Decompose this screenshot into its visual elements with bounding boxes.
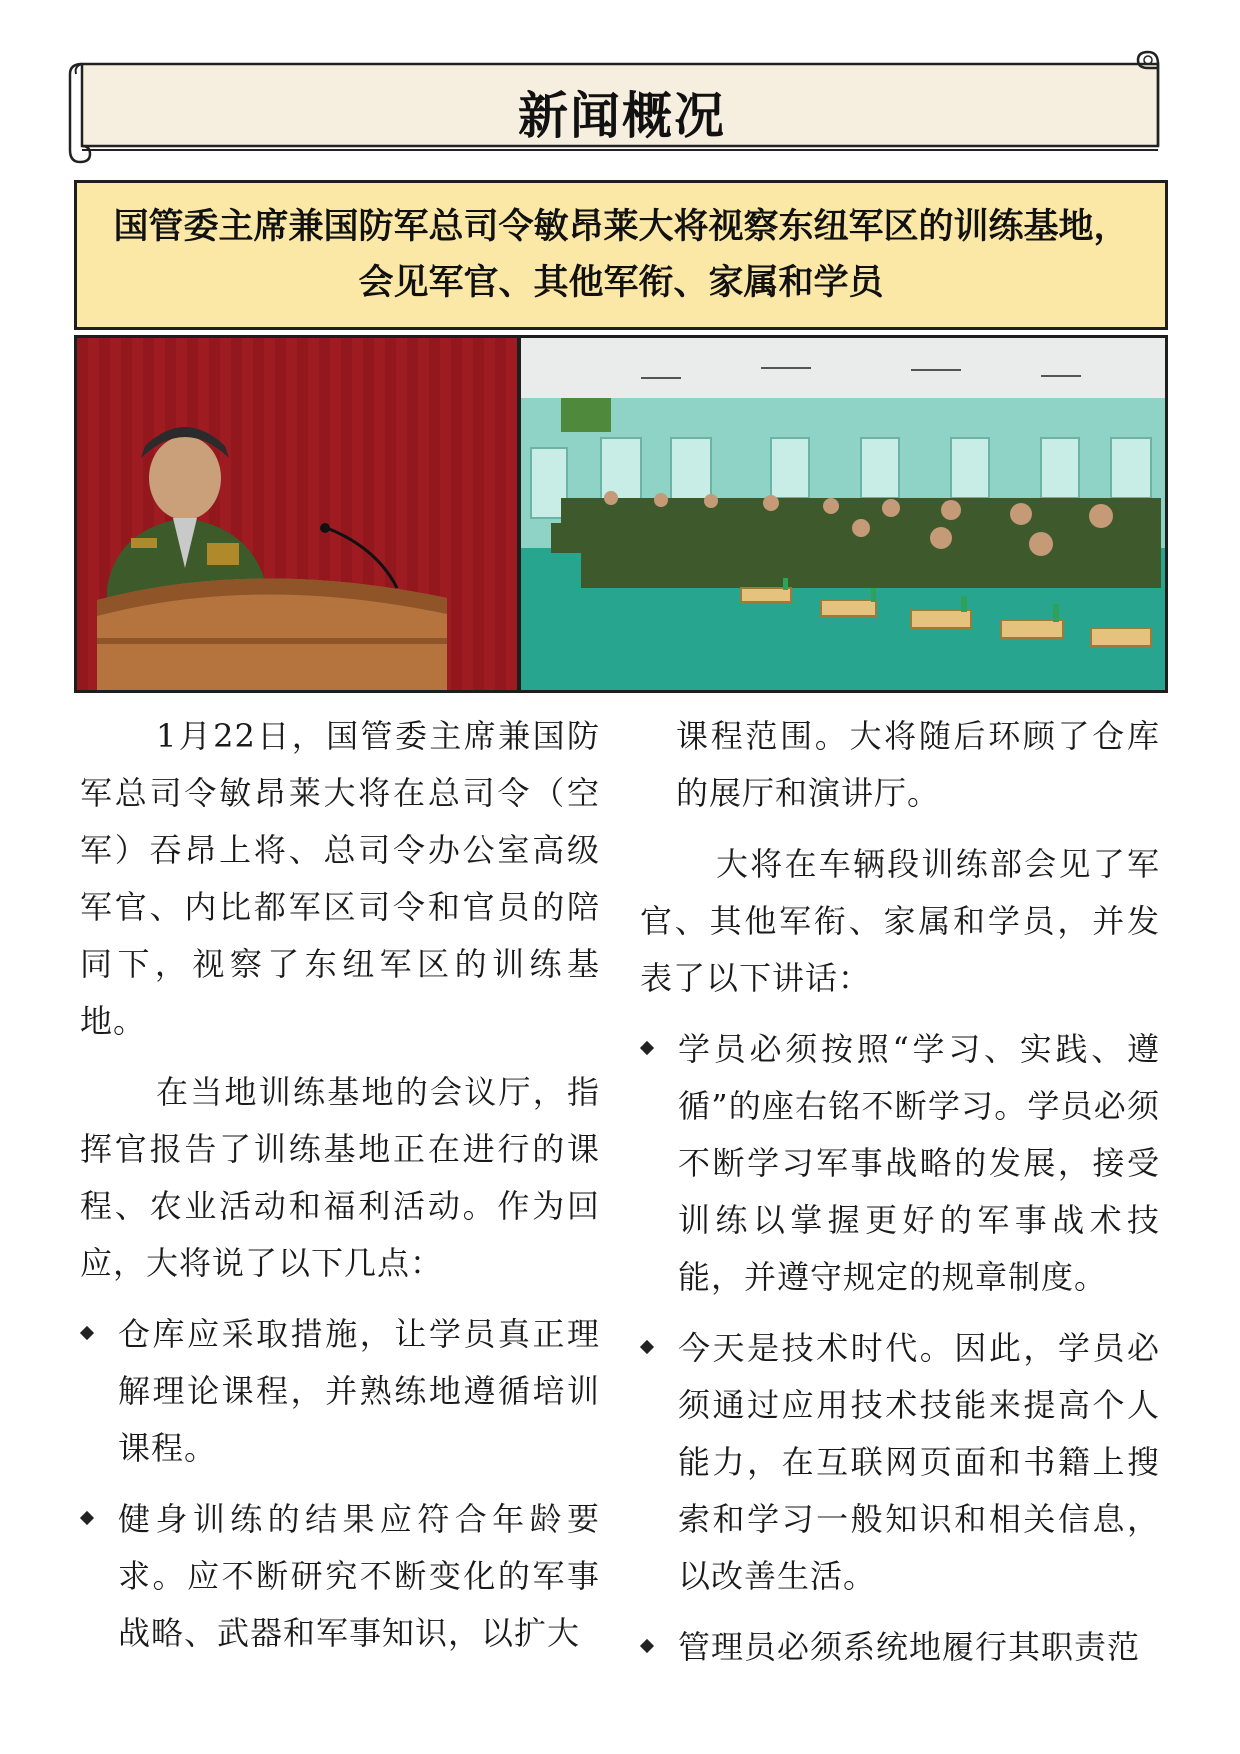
speaker-photo [77,338,517,690]
bullet-text: 仓库应采取措施，让学员真正理解理论课程，并熟练地遵循培训课程。 [118,1315,600,1467]
left-column [80,708,600,1676]
bullet-text: 今天是技术时代。因此，学员必须通过应用技术技能来提高个人能力，在互联网页面和书籍上搜索和学习一般知识和相关信息，以改善生活。 [678,1329,1160,1595]
paragraph: 在当地训练基地的会议厅，指挥官报告了训练基地正在进行的课程、农业活动和福利活动。作为回应，大将说了以下几点： [80,1073,600,1282]
bullet-item [80,1491,600,1662]
bullet-item [640,1021,1160,1306]
diamond-bullet-icon [640,1041,654,1055]
headline-text: 国管委主席兼国防军总司令敏昂莱大将视察东纽军区的训练基地，会见军官、其他军衔、家属和学员 [113,207,1129,303]
bullet-item [80,1306,600,1477]
bullet-item [640,1320,1160,1605]
photo-strip [74,335,1168,693]
page-title: 新闻概况 [518,87,726,145]
bullet-text: 学员必须按照“学习、实践、遵循”的座右铭不断学习。学员必须不断学习军事战略的发展，接受训练以掌握更好的军事战术技能，并遵守规定的规章制度。 [678,1030,1160,1296]
diamond-bullet-icon [80,1511,94,1525]
paragraph: 大将在车辆段训练部会见了军官、其他军衔、家属和学员，并发表了以下讲话： [640,845,1160,997]
diamond-bullet-icon [640,1340,654,1354]
headline-box [74,180,1168,330]
right-column [640,708,1160,1690]
paragraph-continuation: 课程范围。大将随后环顾了仓库的展厅和演讲厅。 [676,717,1160,812]
title-banner [68,50,1176,170]
audience-photo [521,338,1165,690]
diamond-bullet-icon [640,1639,654,1653]
bullet-item [640,1619,1160,1676]
paragraph: 1月22日，国管委主席兼国防军总司令敏昂莱大将在总司令（空军）吞昂上将、总司令办公室高级军官、内比都军区司令和官员的陪同下，视察了东纽军区的训练基地。 [80,717,600,1040]
diamond-bullet-icon [80,1326,94,1340]
bullet-text: 管理员必须系统地履行其职责范 [678,1628,1141,1666]
bullet-text: 健身训练的结果应符合年龄要求。应不断研究不断变化的军事战略、武器和军事知识，以扩大 [118,1500,600,1652]
